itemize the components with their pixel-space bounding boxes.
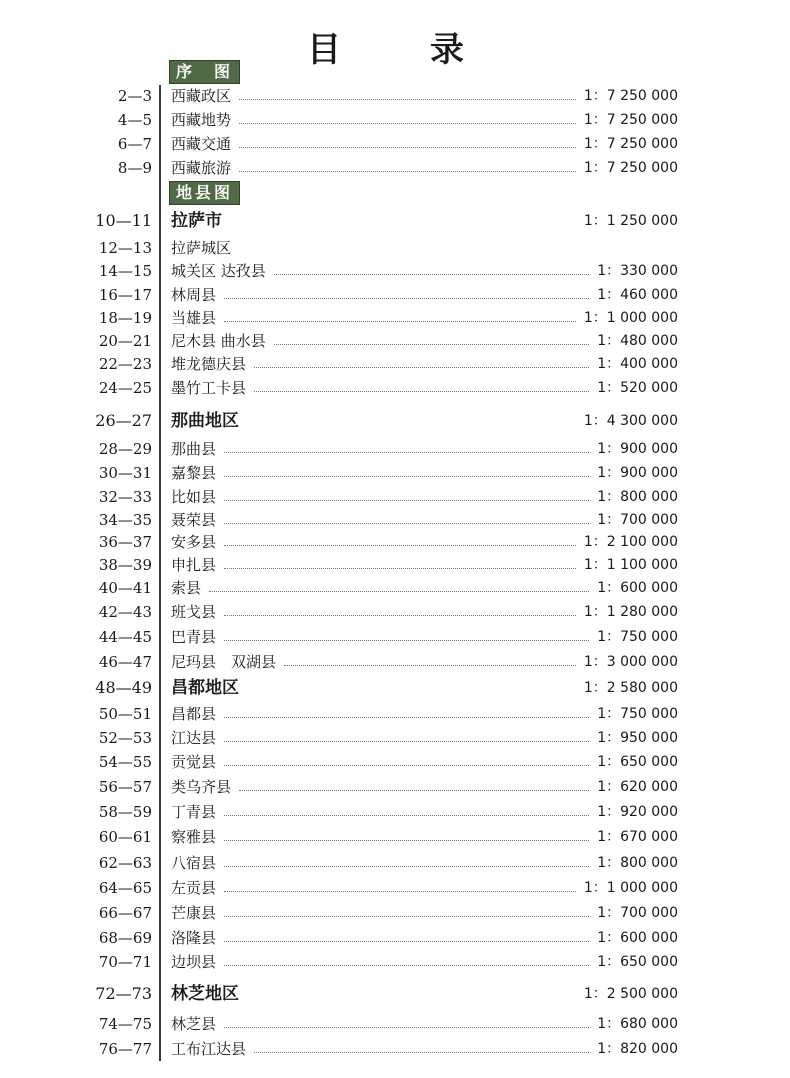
- toc-row[interactable]: [0, 353, 790, 375]
- toc-row[interactable]: [0, 284, 790, 306]
- map-scale: 1：620 000: [597, 779, 678, 795]
- page-range: 20—21: [98, 332, 152, 350]
- map-name: 察雅县: [171, 828, 217, 846]
- page-range: 8—9: [117, 159, 152, 177]
- page-range: 16—17: [98, 286, 152, 304]
- map-name: 比如县: [171, 488, 217, 506]
- map-name: 西藏旅游: [171, 159, 232, 177]
- map-name: 左贡县: [171, 879, 217, 897]
- toc-region-row[interactable]: [0, 210, 790, 232]
- page-range: 22—23: [98, 355, 152, 373]
- toc-row[interactable]: [0, 237, 790, 259]
- page-range: 46—47: [98, 653, 152, 671]
- dot-leader: [224, 523, 589, 524]
- toc-region-row[interactable]: [0, 983, 790, 1005]
- map-scale: 1：1 000 000: [583, 880, 678, 896]
- map-name: 拉萨市: [171, 211, 222, 231]
- toc-row[interactable]: [0, 826, 790, 848]
- page-range: 6—7: [117, 135, 152, 153]
- map-scale: 1：820 000: [597, 1041, 678, 1057]
- toc-row[interactable]: [0, 509, 790, 531]
- map-scale: 1：900 000: [597, 441, 678, 457]
- map-name: 索县: [171, 579, 202, 597]
- map-name: 昌都地区: [171, 678, 239, 698]
- toc-row[interactable]: [0, 377, 790, 399]
- dot-leader: [224, 741, 589, 742]
- dot-leader: [224, 840, 589, 841]
- map-scale: 1：2 100 000: [583, 534, 678, 550]
- map-scale: 1：7 250 000: [583, 136, 678, 152]
- map-scale: 1：7 250 000: [583, 88, 678, 104]
- dot-leader: [239, 147, 576, 148]
- dot-leader: [224, 476, 589, 477]
- page-range: 62—63: [98, 854, 152, 872]
- map-scale: 1：920 000: [597, 804, 678, 820]
- map-scale: 1：800 000: [597, 855, 678, 871]
- map-scale: 1：650 000: [597, 954, 678, 970]
- map-scale: 1：750 000: [597, 706, 678, 722]
- toc-row[interactable]: [0, 801, 790, 823]
- map-scale: 1：600 000: [597, 930, 678, 946]
- map-name: 巴青县: [171, 628, 217, 646]
- toc-row[interactable]: [0, 877, 790, 899]
- map-name: 班戈县: [171, 603, 217, 621]
- map-scale: 1：4 300 000: [583, 413, 678, 429]
- map-scale: 1：400 000: [597, 356, 678, 372]
- toc-row[interactable]: [0, 554, 790, 576]
- map-name: 城关区 达孜县: [171, 262, 266, 280]
- map-scale: 1：800 000: [597, 489, 678, 505]
- toc-row[interactable]: [0, 902, 790, 924]
- dot-leader: [239, 171, 576, 172]
- page-range: 60—61: [98, 828, 152, 846]
- map-name: 类乌齐县: [171, 778, 232, 796]
- page-range: 38—39: [98, 556, 152, 574]
- map-name: 林周县: [171, 286, 217, 304]
- toc-row[interactable]: [0, 626, 790, 648]
- toc-row[interactable]: [0, 751, 790, 773]
- title-char-1: 目: [307, 30, 341, 70]
- toc-row[interactable]: [0, 330, 790, 352]
- dot-leader: [209, 591, 589, 592]
- map-scale: 1：460 000: [597, 287, 678, 303]
- page-range: 74—75: [98, 1015, 152, 1033]
- dot-leader: [224, 298, 589, 299]
- dot-leader: [284, 665, 576, 666]
- dot-leader: [224, 717, 589, 718]
- page-range: 24—25: [98, 379, 152, 397]
- map-scale: 1：700 000: [597, 512, 678, 528]
- map-name: 堆龙德庆县: [171, 355, 247, 373]
- map-name: 那曲地区: [171, 411, 239, 431]
- map-name: 安多县: [171, 533, 217, 551]
- map-name: 林芝县: [171, 1015, 217, 1033]
- dot-leader: [224, 452, 589, 453]
- map-name: 江达县: [171, 729, 217, 747]
- map-scale: 1：7 250 000: [583, 160, 678, 176]
- page-range: 40—41: [98, 579, 152, 597]
- map-name: 申扎县: [171, 556, 217, 574]
- toc-row[interactable]: [0, 776, 790, 798]
- page-range: 76—77: [98, 1040, 152, 1058]
- toc-row[interactable]: [0, 109, 790, 131]
- map-scale: 1：600 000: [597, 580, 678, 596]
- dot-leader: [224, 321, 576, 322]
- page-range: 12—13: [98, 239, 152, 257]
- map-scale: 1：900 000: [597, 465, 678, 481]
- title-char-2: 录: [430, 30, 464, 70]
- page-range: 44—45: [98, 628, 152, 646]
- map-scale: 1：950 000: [597, 730, 678, 746]
- page-range: 56—57: [98, 778, 152, 796]
- toc-row[interactable]: [0, 951, 790, 973]
- map-scale: 1：7 250 000: [583, 112, 678, 128]
- dot-leader: [254, 367, 589, 368]
- map-name: 聂荣县: [171, 511, 217, 529]
- page-range: 70—71: [98, 953, 152, 971]
- toc-row[interactable]: [0, 85, 790, 107]
- page-range: 4—5: [117, 111, 152, 129]
- page-range: 42—43: [98, 603, 152, 621]
- dot-leader: [224, 916, 589, 917]
- toc-row[interactable]: [0, 157, 790, 179]
- page-range: 18—19: [98, 309, 152, 327]
- map-name: 墨竹工卡县: [171, 379, 247, 397]
- toc-row[interactable]: [0, 1038, 790, 1060]
- toc-region-row[interactable]: [0, 677, 790, 699]
- map-scale: 1：330 000: [597, 263, 678, 279]
- map-name: 那曲县: [171, 440, 217, 458]
- page-range: 28—29: [98, 440, 152, 458]
- dot-leader: [274, 274, 589, 275]
- page-range: 68—69: [98, 929, 152, 947]
- section-header: 序 图: [169, 60, 240, 84]
- toc-row[interactable]: [0, 703, 790, 725]
- map-name: 工布江达县: [171, 1040, 247, 1058]
- page-range: 72—73: [95, 984, 152, 1003]
- toc-row[interactable]: [0, 852, 790, 874]
- map-name: 尼玛县 双湖县: [171, 653, 277, 671]
- map-scale: 1：650 000: [597, 754, 678, 770]
- page-range: 58—59: [98, 803, 152, 821]
- map-scale: 1：2 580 000: [583, 680, 678, 696]
- dot-leader: [254, 391, 589, 392]
- toc-row[interactable]: [0, 727, 790, 749]
- dot-leader: [224, 568, 576, 569]
- page-range: 52—53: [98, 729, 152, 747]
- dot-leader: [239, 123, 576, 124]
- toc-row[interactable]: [0, 307, 790, 329]
- page-range: 50—51: [98, 705, 152, 723]
- dot-leader: [224, 765, 589, 766]
- toc-row[interactable]: [0, 531, 790, 553]
- toc-row[interactable]: [0, 651, 790, 673]
- page-range: 66—67: [98, 904, 152, 922]
- map-scale: 1：480 000: [597, 333, 678, 349]
- toc-row[interactable]: [0, 927, 790, 949]
- map-scale: 1：1 250 000: [583, 213, 678, 229]
- dot-leader: [224, 965, 589, 966]
- page-range: 26—27: [95, 411, 152, 430]
- page-range: 2—3: [117, 87, 152, 105]
- toc-region-row[interactable]: [0, 410, 790, 432]
- dot-leader: [224, 640, 589, 641]
- dot-leader: [224, 891, 576, 892]
- map-scale: 1：1 280 000: [583, 604, 678, 620]
- toc-row[interactable]: [0, 577, 790, 599]
- map-name: 洛隆县: [171, 929, 217, 947]
- page-range: 64—65: [98, 879, 152, 897]
- dot-leader: [224, 500, 589, 501]
- map-name: 当雄县: [171, 309, 217, 327]
- page-range: 10—11: [95, 211, 152, 230]
- map-scale: 1：670 000: [597, 829, 678, 845]
- toc-row[interactable]: [0, 462, 790, 484]
- map-name: 林芝地区: [171, 984, 239, 1004]
- dot-leader: [224, 815, 589, 816]
- toc-row[interactable]: [0, 438, 790, 460]
- dot-leader: [274, 344, 589, 345]
- toc-row[interactable]: [0, 486, 790, 508]
- map-name: 西藏政区: [171, 87, 232, 105]
- map-scale: 1：2 500 000: [583, 986, 678, 1002]
- map-name: 丁青县: [171, 803, 217, 821]
- toc-row[interactable]: [0, 1013, 790, 1035]
- page-range: 14—15: [98, 262, 152, 280]
- toc-row[interactable]: [0, 601, 790, 623]
- map-name: 贡觉县: [171, 753, 217, 771]
- map-name: 拉萨城区: [171, 239, 232, 257]
- dot-leader: [224, 545, 576, 546]
- page-range: 36—37: [98, 533, 152, 551]
- map-name: 尼木县 曲水县: [171, 332, 266, 350]
- dot-leader: [239, 790, 589, 791]
- page-range: 48—49: [95, 678, 152, 697]
- map-name: 昌都县: [171, 705, 217, 723]
- toc-row[interactable]: [0, 133, 790, 155]
- map-name: 芒康县: [171, 904, 217, 922]
- dot-leader: [224, 941, 589, 942]
- page-range: 54—55: [98, 753, 152, 771]
- section-header: 地县图: [169, 181, 240, 205]
- dot-leader: [224, 1027, 589, 1028]
- map-name: 西藏地势: [171, 111, 232, 129]
- map-name: 西藏交通: [171, 135, 232, 153]
- map-scale: 1：3 000 000: [583, 654, 678, 670]
- toc-row[interactable]: [0, 260, 790, 282]
- map-scale: 1：680 000: [597, 1016, 678, 1032]
- map-scale: 1：520 000: [597, 380, 678, 396]
- map-name: 边坝县: [171, 953, 217, 971]
- page-range: 32—33: [98, 488, 152, 506]
- page-range: 34—35: [98, 511, 152, 529]
- map-name: 嘉黎县: [171, 464, 217, 482]
- dot-leader: [254, 1052, 589, 1053]
- dot-leader: [224, 866, 589, 867]
- dot-leader: [239, 99, 576, 100]
- map-scale: 1：1 000 000: [583, 310, 678, 326]
- page-range: 30—31: [98, 464, 152, 482]
- map-scale: 1：750 000: [597, 629, 678, 645]
- map-scale: 1：1 100 000: [583, 557, 678, 573]
- map-scale: 1：700 000: [597, 905, 678, 921]
- map-name: 八宿县: [171, 854, 217, 872]
- dot-leader: [224, 615, 576, 616]
